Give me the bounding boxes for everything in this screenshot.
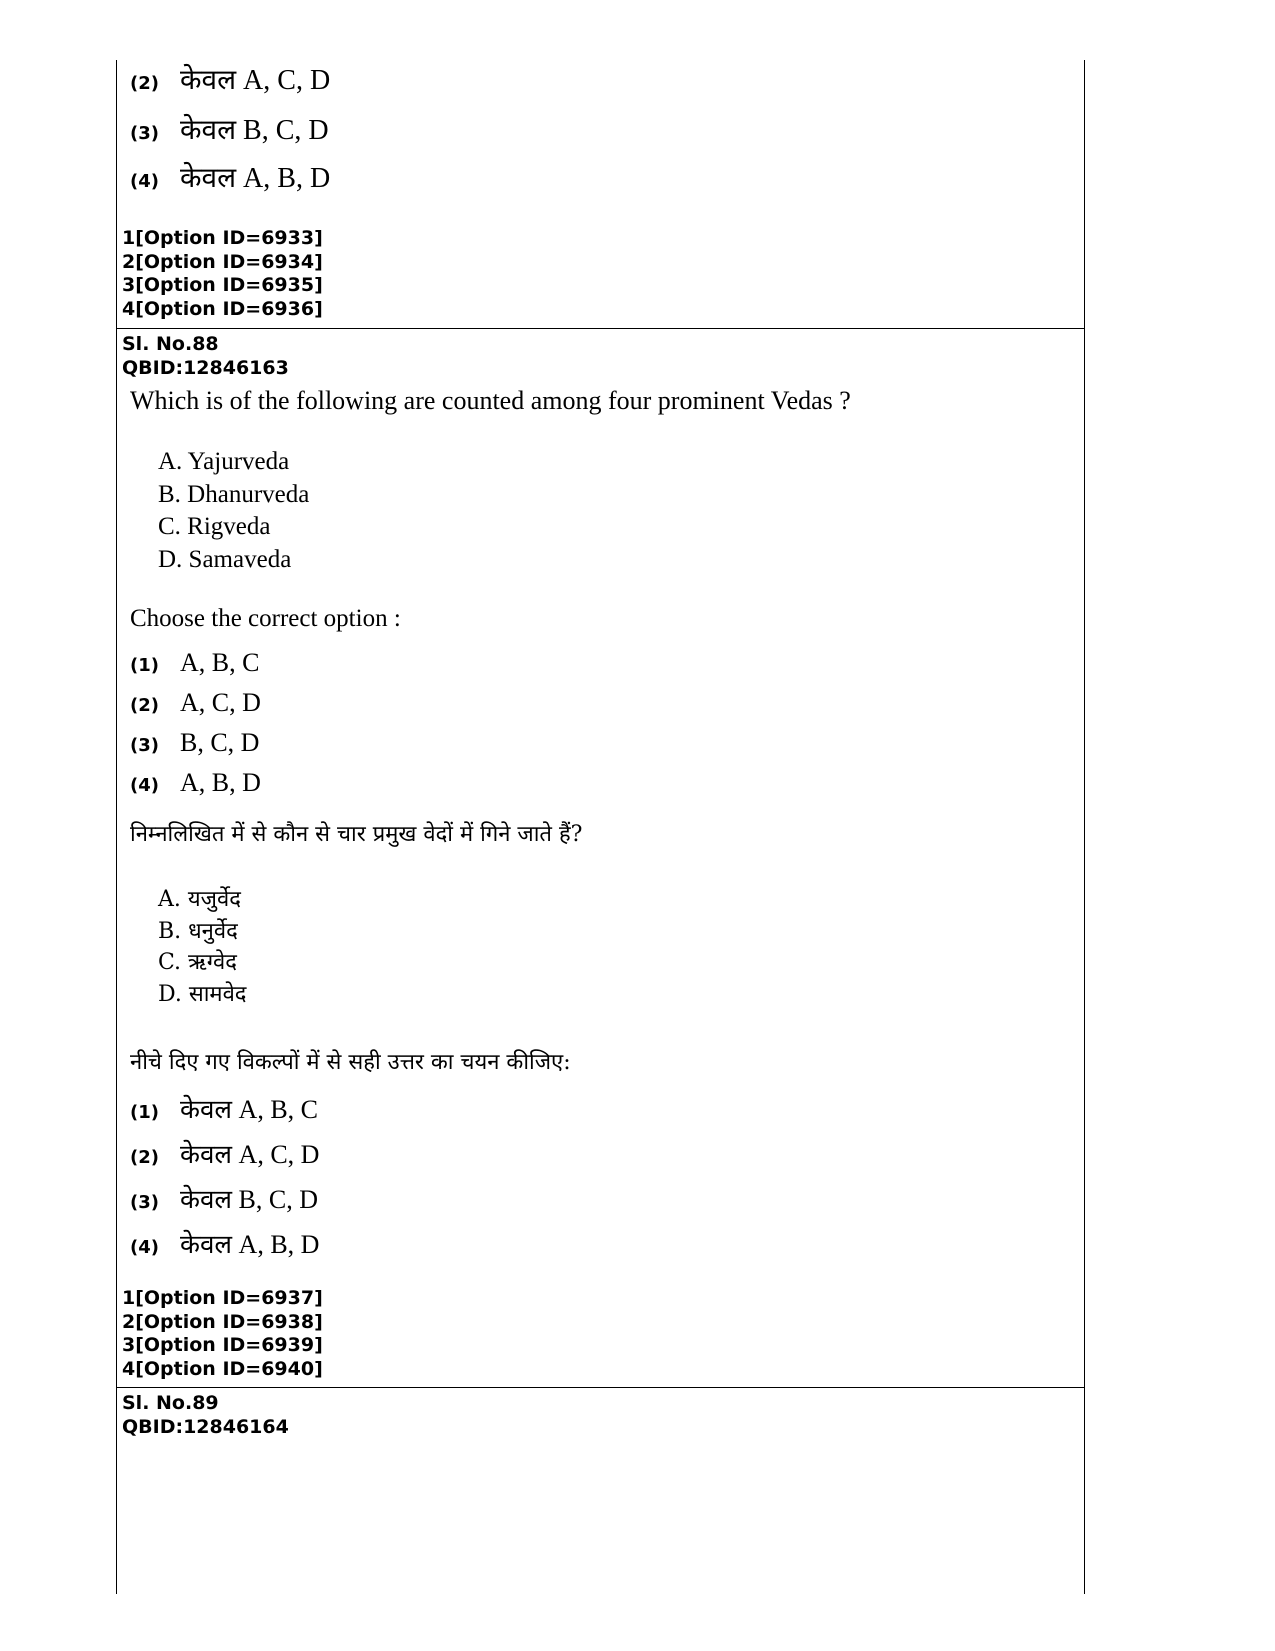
option-number: (1)	[130, 1102, 159, 1123]
question-89-header	[122, 1392, 289, 1439]
prev-option-3	[130, 110, 329, 148]
option-number: (4)	[130, 1237, 159, 1258]
option-id: 4[Option ID=6940]	[122, 1357, 323, 1380]
option-id: 3[Option ID=6939]	[122, 1334, 323, 1356]
question-88-option-ids	[122, 1287, 323, 1381]
option-text: केवल A, C, D	[180, 1140, 320, 1169]
option-text: B, C, D	[180, 728, 260, 757]
option-text: केवल A, B, D	[180, 163, 331, 194]
option-id: 2[Option ID=6934]	[122, 250, 323, 273]
statement: A. यजुर्वेद	[158, 887, 241, 912]
option-text: केवल A, B, D	[180, 1230, 320, 1259]
option-text: केवल B, C, D	[180, 1185, 319, 1214]
prev-option-4	[130, 158, 330, 196]
row-divider	[116, 1387, 1085, 1388]
option-text: केवल B, C, D	[180, 115, 329, 146]
option-hi-4	[130, 1225, 319, 1261]
option-number: (4)	[130, 775, 159, 796]
option-id: 3[Option ID=6935]	[122, 274, 323, 296]
option-number: (4)	[130, 171, 159, 192]
option-hi-1	[130, 1090, 318, 1126]
statement: A. Yajurveda	[158, 448, 290, 475]
statement: B. Dhanurveda	[158, 480, 310, 508]
choose-text-en: Choose the correct option :	[130, 605, 401, 632]
option-number: (3)	[130, 1192, 159, 1213]
choose-text-hi: नीचे दिए गए विकल्पों में से सही उत्तर का चयन कीजिए:	[130, 1050, 571, 1075]
option-id: 2[Option ID=6938]	[122, 1310, 323, 1333]
prev-option-2	[130, 60, 330, 98]
statement: B. धनुर्वेद	[158, 918, 238, 944]
statement: D. Samaveda	[158, 545, 292, 573]
option-hi-2	[130, 1135, 319, 1171]
option-id: 4[Option ID=6936]	[122, 297, 323, 320]
statements-en	[158, 446, 309, 576]
option-number: (2)	[130, 73, 159, 94]
table-border-left	[116, 60, 117, 1594]
qbid: QBID:12846163	[122, 356, 289, 379]
row-divider	[116, 328, 1085, 329]
question-88-header	[122, 333, 289, 380]
qbid: QBID:12846164	[122, 1415, 289, 1438]
question-text-en: Which is of the following are counted among four prominent Vedas ?	[130, 386, 851, 415]
option-number: (3)	[130, 735, 159, 756]
statement: D. सामवेद	[158, 981, 247, 1007]
question-text-hi: निम्नलिखित में से कौन से चार प्रमुख वेदों में गिने जाते हैं?	[130, 822, 583, 847]
statement: C. ऋग्वेद	[158, 950, 237, 975]
option-en-4	[130, 768, 261, 798]
option-text: A, C, D	[180, 688, 261, 717]
option-number: (2)	[130, 1147, 159, 1168]
option-en-3	[130, 728, 259, 758]
option-text: केवल A, C, D	[180, 65, 331, 96]
sl-no: Sl. No.89	[122, 1392, 219, 1414]
option-en-1	[130, 648, 259, 678]
option-text: A, B, D	[180, 768, 261, 797]
option-number: (2)	[130, 695, 159, 716]
table-border-right	[1084, 60, 1085, 1594]
option-id: 1[Option ID=6933]	[122, 227, 323, 249]
option-text: केवल A, B, C	[180, 1095, 319, 1124]
option-text: A, B, C	[180, 648, 260, 677]
prev-option-ids	[122, 227, 323, 321]
option-hi-3	[130, 1180, 318, 1216]
statements-hi	[158, 884, 246, 1010]
statement: C. Rigveda	[158, 513, 271, 540]
option-number: (1)	[130, 655, 159, 676]
option-number: (3)	[130, 123, 159, 144]
sl-no: Sl. No.88	[122, 333, 219, 355]
option-id: 1[Option ID=6937]	[122, 1287, 323, 1309]
option-en-2	[130, 688, 261, 718]
